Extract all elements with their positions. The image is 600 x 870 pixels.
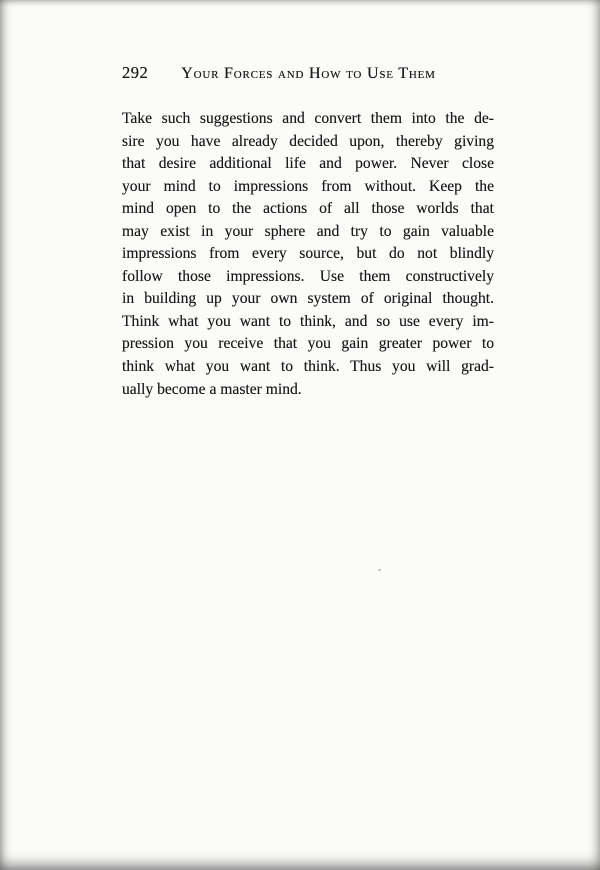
- text-line: may exist in your sphere and try to gain valuable: [122, 222, 494, 240]
- page-number: 292: [122, 63, 149, 82]
- running-title: Your Forces and How to Use Them: [181, 65, 436, 82]
- text-line: that desire additional life and power. Never close: [122, 155, 494, 173]
- text-line: pression you receive that you gain greater power to: [122, 335, 494, 353]
- text-line: your mind to impressions from without. Keep the: [122, 177, 494, 195]
- text-line: impressions from every source, but do not blindly: [122, 245, 494, 263]
- text-line: in building up your own system of original thought.: [122, 290, 494, 308]
- text-line: mind open to the actions of all those worlds that: [122, 200, 494, 218]
- text-line: Take such suggestions and convert them into the de-: [122, 110, 494, 127]
- scan-speck: [378, 569, 381, 571]
- text-line: think what you want to think. Thus you will grad-: [122, 358, 494, 376]
- text-line: Think what you want to think, and so use every im-: [122, 312, 494, 330]
- text-line: sire you have already decided upon, thereby giving: [122, 132, 494, 150]
- text-line: follow those impressions. Use them constructively: [122, 267, 494, 285]
- body-text: [122, 108, 494, 401]
- running-header: [122, 63, 494, 85]
- page-content: [0, 0, 494, 401]
- text-line: ually become a master mind.: [122, 380, 302, 398]
